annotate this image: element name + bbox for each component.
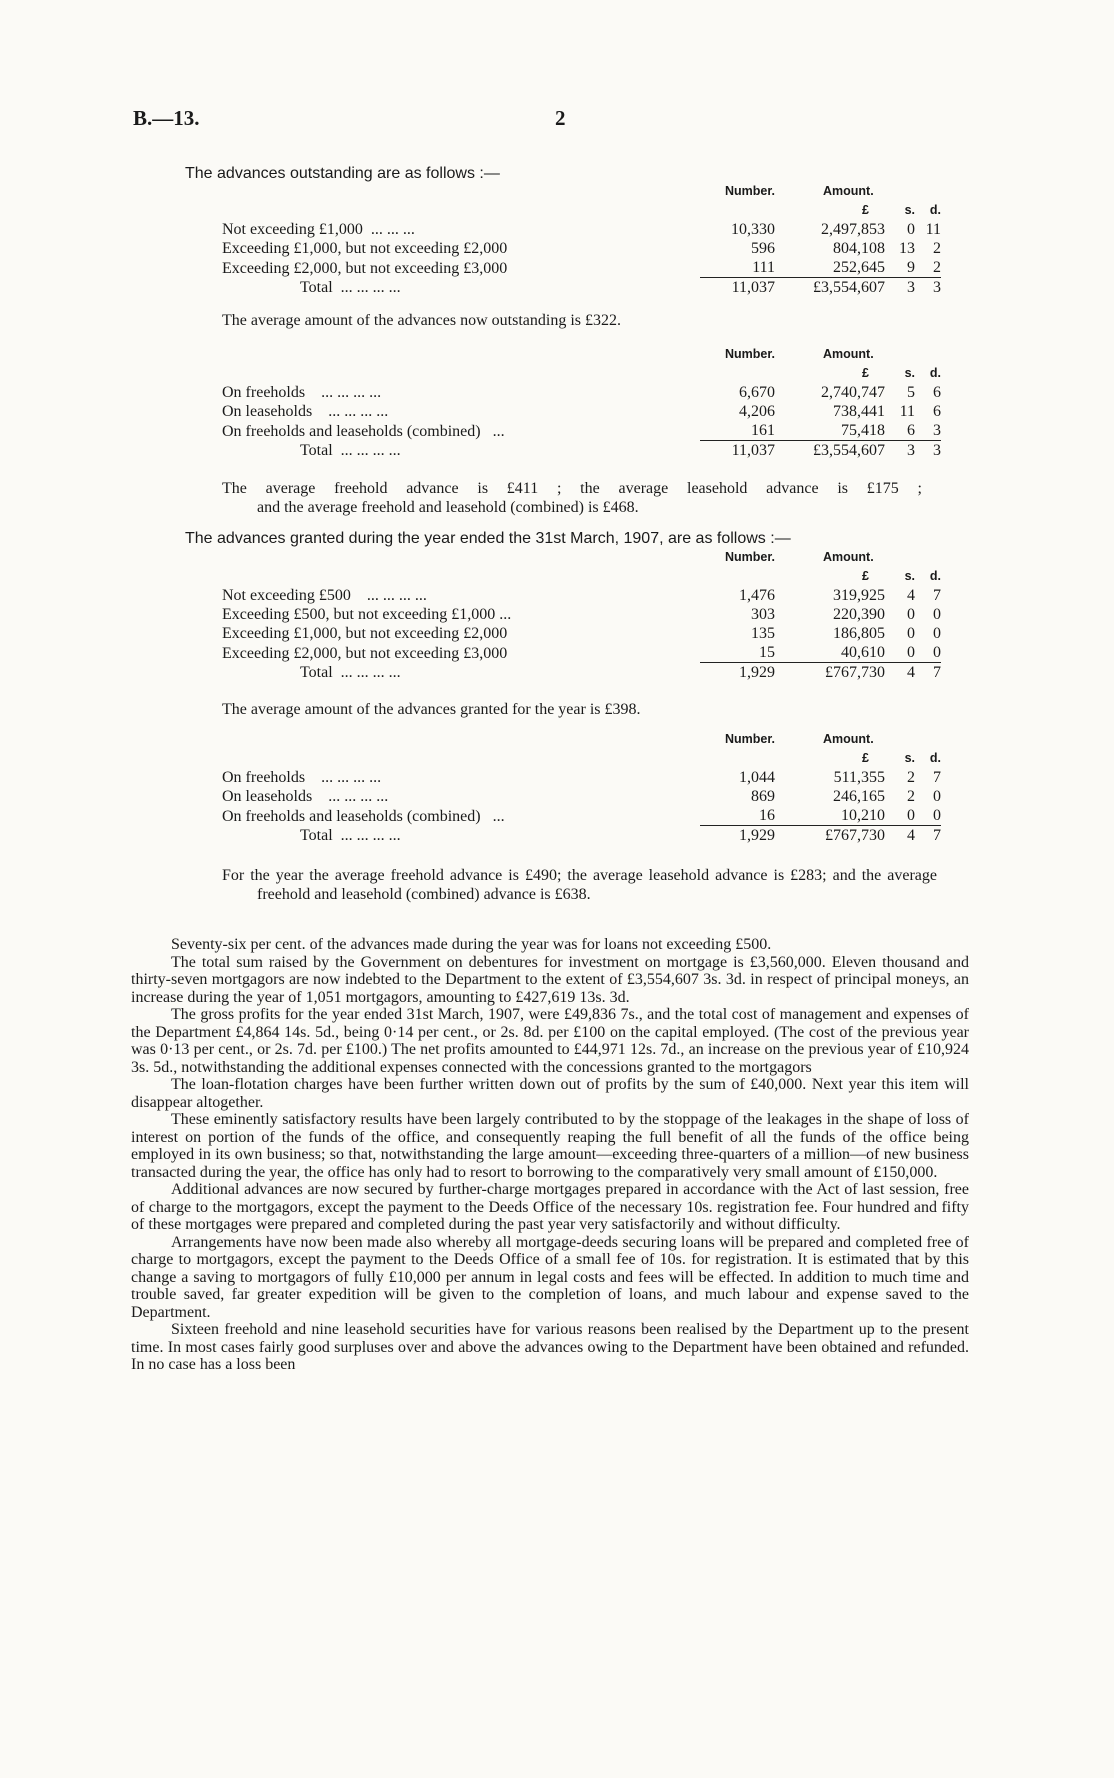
row-pence: 6 xyxy=(933,384,941,401)
section3-average: The average amount of the advances granted for the year is £398. xyxy=(222,701,641,718)
row-shillings: 0 xyxy=(907,606,915,623)
row-pence: 7 xyxy=(933,587,941,604)
row-pounds: 246,165 xyxy=(833,788,885,805)
row-shillings: 0 xyxy=(907,625,915,642)
leader-dots: ... ... ... xyxy=(370,221,415,238)
total-label: Total xyxy=(300,664,333,681)
unit-pounds: £ xyxy=(862,569,869,583)
row-shillings: 0 xyxy=(907,644,915,661)
leader-dots: ... ... ... ... xyxy=(340,279,401,296)
row-pence: 3 xyxy=(933,422,941,439)
section1-average: The average amount of the advances now outstanding is £322. xyxy=(222,312,621,329)
section2-table xyxy=(222,345,941,460)
total-number: 11,037 xyxy=(700,441,775,461)
paragraph: These eminently satisfactory results have been largely contributed to by the stoppage of the leakages in the shape of loss of interest on portion of the funds of the office, and consequently reaping the full benefit of all the funds of the office being employed in its own business; so that, notwithstanding the large amount—exceeding three-quarters of a million—of new business transacted during the year, the office has only had to resort to borrowing to the comparatively very small amount of £150,000. xyxy=(131,1111,969,1181)
row-label: Not exceeding £1,000 xyxy=(222,221,363,238)
section4-table xyxy=(222,730,941,845)
total-row xyxy=(222,663,941,683)
unit-pence: d. xyxy=(929,203,941,217)
column-header-amount: Amount. xyxy=(823,550,874,564)
row-pounds: 10,210 xyxy=(841,807,885,824)
leader-dots: ... ... ... ... xyxy=(321,384,382,401)
row-shillings: 5 xyxy=(907,384,915,401)
row-number: 869 xyxy=(751,788,775,805)
total-pence: 3 xyxy=(915,441,941,461)
unit-pounds: £ xyxy=(862,203,869,217)
row-number: 303 xyxy=(751,606,775,623)
paragraph: Sixteen freehold and nine leasehold securities have for various reasons been realised by the Department up to the present time. In most cases fairly good surpluses over and above the advances owing to the Department have been obtained and refunded. In no case has a loss been xyxy=(131,1321,969,1373)
unit-pence: d. xyxy=(929,366,941,380)
leader-dots: ... ... ... ... xyxy=(340,664,401,681)
section1-table xyxy=(222,182,941,297)
leader-dots: ... ... ... ... xyxy=(340,442,401,459)
unit-shillings: s. xyxy=(904,203,915,217)
row-pounds: 319,925 xyxy=(833,587,885,604)
table-row xyxy=(222,220,941,239)
row-pounds: 511,355 xyxy=(833,769,885,786)
total-label: Total xyxy=(300,827,333,844)
paragraph: The total sum raised by the Government on debentures for investment on mortgage is £3,560,000. Eleven thousand and thirty-seven mortgagors are now indebted to the Department to the extent of £3,554,607 3s. 3d. in respect of principal moneys, an increase during the year of 1,051 mortgagors, amounting to £427,619 13s. 3d. xyxy=(131,953,969,1006)
row-pence: 0 xyxy=(933,807,941,824)
total-shillings: 3 xyxy=(889,278,915,298)
row-pounds: 40,610 xyxy=(841,644,885,661)
row-pence: 0 xyxy=(933,625,941,642)
body-text xyxy=(131,936,969,1374)
column-header-amount: Amount. xyxy=(823,347,874,361)
section3-intro: The advances granted during the year ended the 31st March, 1907, are as follows :— xyxy=(185,530,791,547)
row-pence: 0 xyxy=(933,606,941,623)
row-pence: 0 xyxy=(933,788,941,805)
row-shillings: 2 xyxy=(907,788,915,805)
row-number: 111 xyxy=(752,259,775,276)
section3-table xyxy=(222,548,941,682)
row-shillings: 11 xyxy=(899,403,915,420)
paragraph: Seventy-six per cent. of the advances made during the year was for loans not exceeding £500. xyxy=(171,936,772,953)
total-row xyxy=(222,441,941,461)
row-shillings: 4 xyxy=(907,587,915,604)
unit-shillings: s. xyxy=(904,751,915,765)
total-pounds: £3,554,607 xyxy=(775,441,889,461)
row-label: Exceeding £2,000, but not exceeding £3,000 xyxy=(222,644,508,662)
row-number: 596 xyxy=(751,240,775,257)
section1-intro: The advances outstanding are as follows :— xyxy=(185,165,500,182)
leader-dots: ... ... ... ... xyxy=(340,827,401,844)
row-shillings: 6 xyxy=(907,422,915,439)
row-pence: 0 xyxy=(933,644,941,661)
total-pence: 3 xyxy=(915,278,941,298)
row-pence: 6 xyxy=(933,403,941,420)
row-number: 1,044 xyxy=(739,769,775,786)
table-row xyxy=(222,787,941,806)
unit-shillings: s. xyxy=(904,366,915,380)
row-label: Exceeding £2,000, but not exceeding £3,000 xyxy=(222,259,508,277)
total-number: 1,929 xyxy=(700,663,775,683)
document-reference: B.—13. xyxy=(133,106,200,130)
total-row xyxy=(222,826,941,846)
leader-dots: ... ... ... ... xyxy=(328,788,389,805)
row-shillings: 0 xyxy=(907,221,915,238)
row-number: 6,670 xyxy=(739,384,775,401)
column-header-number: Number. xyxy=(724,550,775,564)
total-pounds: £767,730 xyxy=(775,826,889,846)
table-row xyxy=(222,402,941,421)
table-row xyxy=(222,624,941,643)
row-label: On freeholds xyxy=(222,384,306,401)
total-pence: 7 xyxy=(915,826,941,846)
leader-dots: ... xyxy=(499,606,512,623)
row-pence: 7 xyxy=(933,769,941,786)
leader-dots: ... ... ... ... xyxy=(366,587,427,604)
column-header-number: Number. xyxy=(724,732,775,746)
column-header-amount: Amount. xyxy=(823,184,874,198)
leader-dots: ... ... ... ... xyxy=(321,769,382,786)
paragraph: The loan-flotation charges have been further written down out of profits by the sum of £40,000. Next year this item will disappear altogether. xyxy=(131,1076,969,1111)
paragraph: The gross profits for the year ended 31st March, 1907, were £49,836 7s., and the total cost of management and expenses of the Department £4,864 14s. 5d., being 0·14 per cent., or 2s. 8d. per £100 on the capital employed. (The cost of the previous year was 0·13 per cent., or 2s. 7d. per £100.) The net profits amounted to £44,971 12s. 7d., an increase on the previous year of £10,924 3s. 5d., notwithstanding the additional expenses connected with the concessions granted to the mortgagors xyxy=(131,1006,969,1076)
unit-pence: d. xyxy=(929,569,941,583)
table-row xyxy=(222,768,941,787)
table-row xyxy=(222,586,941,605)
total-label: Total xyxy=(300,279,333,296)
row-number: 10,330 xyxy=(731,221,775,238)
row-pounds: 2,740,747 xyxy=(821,384,885,401)
row-label: Exceeding £1,000, but not exceeding £2,000 xyxy=(222,625,508,642)
total-pounds: £767,730 xyxy=(775,663,889,683)
unit-pence: d. xyxy=(929,751,941,765)
column-header-amount: Amount. xyxy=(823,732,874,746)
total-shillings: 4 xyxy=(889,826,915,846)
table-row xyxy=(222,421,941,441)
row-pence: 11 xyxy=(925,221,941,238)
total-pounds: £3,554,607 xyxy=(775,278,889,298)
row-label: Exceeding £500, but not exceeding £1,000 xyxy=(222,606,496,623)
unit-pounds: £ xyxy=(862,751,869,765)
row-label: On leaseholds xyxy=(222,788,313,805)
row-pence: 2 xyxy=(933,240,941,257)
leader-dots: ... xyxy=(492,422,505,440)
row-label: On freeholds xyxy=(222,769,306,786)
total-shillings: 3 xyxy=(889,441,915,461)
table-row xyxy=(222,258,941,278)
table-row xyxy=(222,605,941,624)
paragraph: Additional advances are now secured by further-charge mortgages prepared in accordance with the Act of last session, free of charge to the mortgagors, except the payment to the Deeds Office of the necessary 10s. registration fee. Four hundred and fifty of these mortgages were prepared and completed during the past year very satisfactorily and without difficulty. xyxy=(131,1181,969,1233)
row-shillings: 9 xyxy=(907,259,915,276)
column-header-number: Number. xyxy=(724,347,775,361)
row-pounds: 220,390 xyxy=(833,606,885,623)
row-shillings: 2 xyxy=(907,769,915,786)
page-number: 2 xyxy=(555,106,566,130)
total-number: 1,929 xyxy=(700,826,775,846)
total-shillings: 4 xyxy=(889,663,915,683)
leader-dots: ... xyxy=(492,807,505,825)
row-number: 4,206 xyxy=(739,403,775,420)
row-number: 15 xyxy=(759,644,775,661)
row-number: 161 xyxy=(751,422,775,439)
section4-note: For the year the average freehold advance is £490; the average leasehold advance is £283; and the average freehold and leasehold (combined) advance is £638. xyxy=(222,867,937,903)
row-label: Exceeding £1,000, but not exceeding £2,000 xyxy=(222,240,508,257)
row-number: 1,476 xyxy=(739,587,775,604)
row-label: On leaseholds xyxy=(222,403,313,420)
row-pence: 2 xyxy=(933,259,941,276)
table-row xyxy=(222,383,941,402)
total-label: Total xyxy=(300,442,333,459)
table-row xyxy=(222,239,941,258)
table-row xyxy=(222,806,941,826)
section2-note-line2: and the average freehold and leasehold (combined) is £468. xyxy=(257,499,639,516)
table-row xyxy=(222,643,941,663)
row-pounds: 2,497,853 xyxy=(821,221,885,238)
section2-note-line1: The average freehold advance is £411 ; the average leasehold advance is £175 ; xyxy=(222,480,922,497)
row-label: Not exceeding £500 xyxy=(222,587,351,604)
row-pounds: 75,418 xyxy=(841,422,885,439)
row-pounds: 738,441 xyxy=(833,403,885,420)
row-number: 16 xyxy=(759,807,775,824)
paragraph: Arrangements have now been made also whereby all mortgage-deeds securing loans will be prepared and completed free of charge to mortgagors, except the payment to the Deeds Office of a small fee of 10s. for registration. It is estimated that by this change a saving to mortgagors of fully £10,000 per annum in legal costs and fees will be effected. In addition to much time and trouble saved, far greater expedition will be given to the completion of loans, and much labour and expense saved to the Department. xyxy=(131,1233,969,1321)
unit-pounds: £ xyxy=(862,366,869,380)
leader-dots: ... ... ... ... xyxy=(328,403,389,420)
row-shillings: 0 xyxy=(907,807,915,824)
total-row xyxy=(222,278,941,298)
row-pounds: 252,645 xyxy=(833,259,885,276)
row-number: 135 xyxy=(751,625,775,642)
unit-shillings: s. xyxy=(904,569,915,583)
row-label: On freeholds and leaseholds (combined) xyxy=(222,807,481,825)
column-header-number: Number. xyxy=(724,184,775,198)
row-pounds: 186,805 xyxy=(833,625,885,642)
row-pounds: 804,108 xyxy=(833,240,885,257)
total-number: 11,037 xyxy=(700,278,775,298)
total-pence: 7 xyxy=(915,663,941,683)
row-label: On freeholds and leaseholds (combined) xyxy=(222,422,481,440)
row-shillings: 13 xyxy=(899,240,915,257)
